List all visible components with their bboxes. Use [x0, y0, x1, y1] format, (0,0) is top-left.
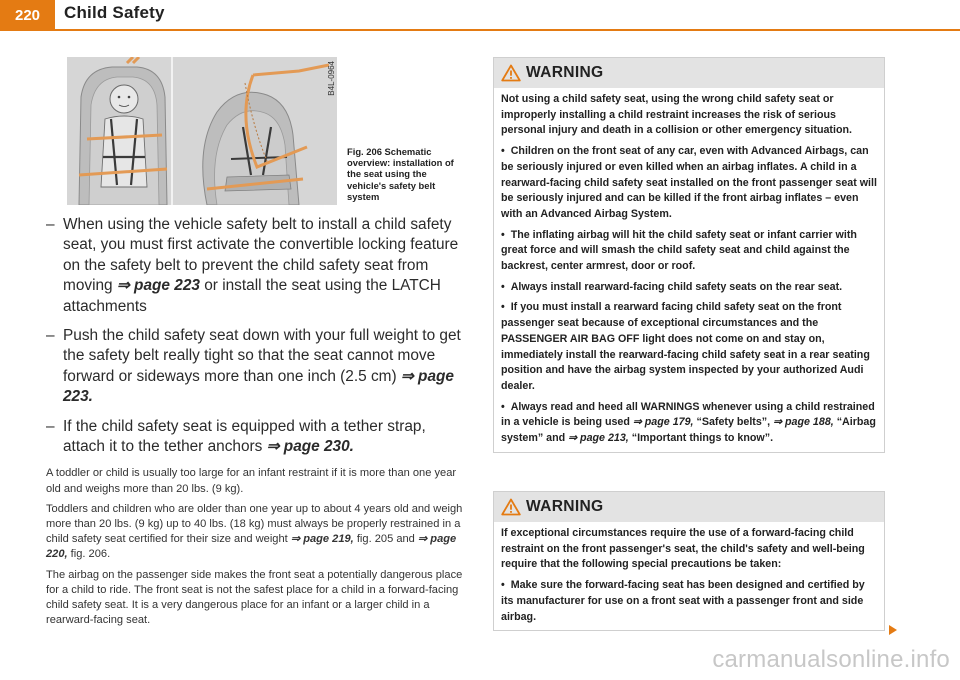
warning-header	[494, 492, 884, 522]
step-text: When using the vehicle safety belt to install a child safety seat, you must first activate the convertible locking feature on the safety belt to prevent the child safety seat from moving	[63, 216, 459, 295]
warning-triangle-icon	[501, 64, 521, 82]
warning-body	[494, 88, 884, 452]
page-link[interactable]: ⇒ page 223	[116, 277, 200, 295]
continue-arrow-icon[interactable]	[888, 624, 898, 636]
warning-bullet	[501, 228, 877, 275]
header-rule	[0, 29, 960, 31]
bullet-icon: •	[501, 145, 505, 158]
page-link[interactable]: ⇒ page 188,	[773, 416, 834, 429]
body-paragraph	[46, 502, 464, 563]
step-dash: –	[46, 216, 55, 233]
page-link[interactable]: ⇒ page 223.	[63, 367, 454, 406]
bullet-text: Make sure the forward-facing seat has been designed and certified by its manufacturer for use on a front seat with a passenger front and side airbag.	[501, 579, 865, 623]
bullet-text: Children on the front seat of any car, even with Advanced Airbags, can be seriously injured or even killed when an airbag inflates. A child in a rearward-facing child safety seat installed on the front passenger seat will be seriously injured and can be killed if the front airbag inflates – even with an Advanced Airbag System.	[501, 145, 877, 220]
warning-triangle-icon	[501, 498, 521, 516]
bullet-text: “Safety belts”,	[693, 416, 774, 429]
child-seat-illustration	[67, 57, 337, 205]
page-number: 220	[0, 0, 55, 30]
warning-intro: If exceptional circumstances require the use of a forward-facing child restraint on the front passenger's seat, the child's safety and well-being require that the following special precautions be taken:	[501, 527, 865, 571]
bullet-icon: •	[501, 301, 505, 314]
bullet-text: The inflating airbag will hit the child safety seat or infant carrier with great force and will smash the child safety seat and child against the backrest, center armrest, door or roof.	[501, 228, 857, 273]
bullet-icon: •	[501, 228, 505, 241]
instruction-step	[46, 326, 464, 408]
bullet-text: Always install rearward-facing child safety seats on the rear seat.	[510, 280, 843, 293]
warning-box-2	[493, 491, 885, 631]
figure-caption: Fig. 206 Schematic overview: installation of the seat using the vehicle's safety belt system	[347, 146, 454, 202]
step-text: Push the child safety seat down with your full weight to get the safety belt really tight so that the seat cannot move forward or sideways more than one inch (2.5 cm)	[63, 327, 461, 385]
warning-bullet	[501, 280, 877, 296]
page-link[interactable]: ⇒ page 213,	[568, 432, 629, 445]
watermark: carmanualsonline.info	[712, 646, 950, 673]
step-text: If the child safety seat is equipped with a tether strap, attach it to the tether anchors	[63, 417, 426, 456]
warning-bullet	[501, 300, 877, 394]
instruction-step	[46, 215, 464, 317]
body-paragraph: A toddler or child is usually too large for an infant restraint if it is more than one year old and weighs more than 20 lbs. (9 kg).	[46, 467, 457, 495]
bullet-icon: •	[501, 280, 505, 293]
bullet-icon: •	[501, 400, 505, 413]
warning-bullet	[501, 578, 877, 625]
bullet-text: If you must install a rearward facing child safety seat on the front passenger seat because of exceptional circumstances and the PASSENGER AIR BAG OFF light does not come on and stay on, immediately install the rearward-facing child safety seat in a rear seating position and have the airbag system inspected by your authorized Audi dealer.	[501, 301, 870, 392]
page-link[interactable]: ⇒ page 220,	[46, 533, 457, 561]
warning-body	[494, 522, 884, 630]
warning-box	[493, 57, 885, 453]
paragraph-text: Toddlers and children who are older than one year up to about 4 years old and weigh more than 20 lbs. (9 kg) up to 40 lbs. (18 kg) must always be properly restrained in a child safety seat certified for their size and weight	[46, 502, 463, 546]
figure-code: B4L-0964	[327, 61, 336, 96]
section-title: Child Safety	[64, 3, 165, 22]
body-paragraph: The airbag on the passenger side makes the front seat a potentially dangerous place for a child to ride. The front seat is not the safest place for a child in a forward-facing child safety seat. It is a very dangerous place for an infant or a larger child in a rearward-facing seat.	[46, 568, 463, 627]
paragraph-text: fig. 205 and	[353, 533, 418, 546]
warning-bullet	[501, 144, 877, 223]
warning-title: WARNING	[526, 64, 604, 81]
bullet-text: “Important things to know”.	[628, 432, 774, 445]
warning-intro: Not using a child safety seat, using the wrong child safety seat or improperly installing a child restraint increases the risk of serious personal injury and death in a collision or other emergency situation.	[501, 93, 852, 137]
paragraph-text: fig. 206.	[67, 548, 111, 561]
bullet-text: Always read and heed all WARNINGS whenever using a child restrained in a vehicle is being used	[501, 400, 875, 429]
step-dash: –	[46, 327, 55, 345]
child-seat-figure	[67, 57, 337, 205]
step-text-continued: or install the seat using the LATCH attachments	[63, 277, 441, 315]
bullet-icon: •	[501, 579, 505, 592]
step-dash: –	[46, 417, 55, 435]
warning-bullet	[501, 400, 877, 447]
warning-title: WARNING	[526, 498, 604, 515]
instruction-step	[46, 417, 464, 458]
instructions-column	[46, 215, 464, 629]
warning-header	[494, 58, 884, 88]
bullet-text: “Airbag system” and	[501, 416, 876, 445]
page-link[interactable]: ⇒ page 179,	[632, 416, 694, 429]
page-link[interactable]: ⇒ page 230.	[266, 438, 354, 456]
page-link[interactable]: ⇒ page 219,	[290, 533, 354, 546]
